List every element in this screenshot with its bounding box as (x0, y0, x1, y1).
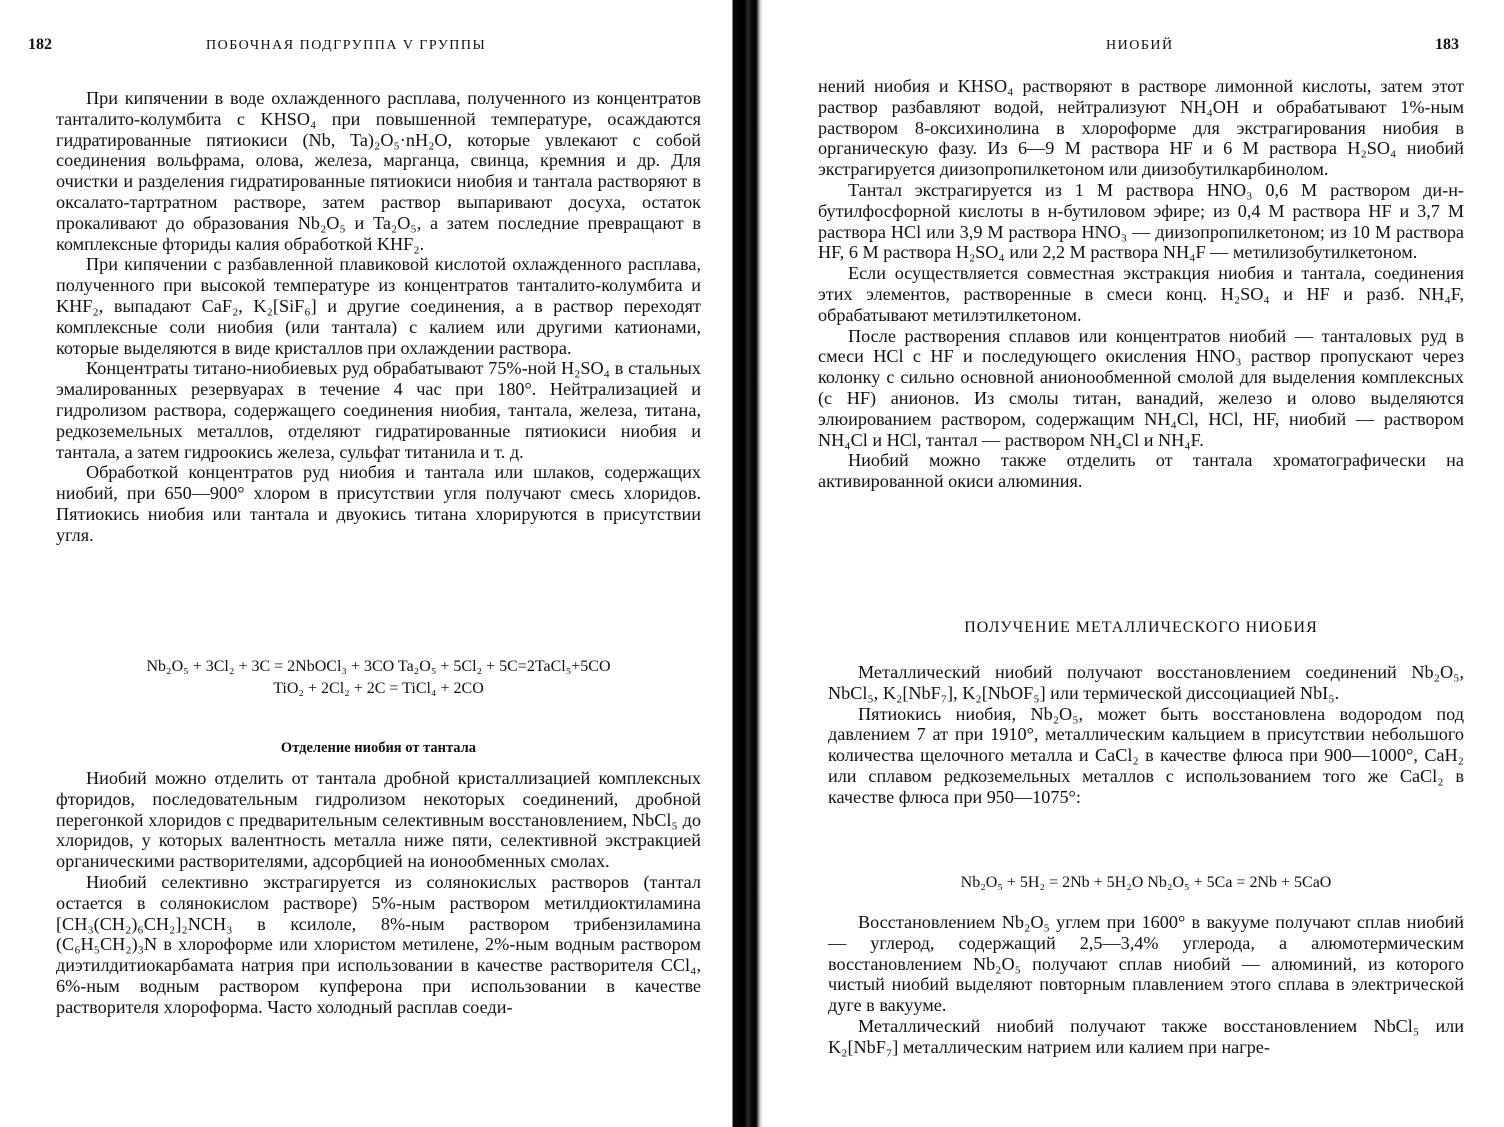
section-heading: ПОЛУЧЕНИЕ МЕТАЛЛИЧЕСКОГО НИОБИЯ (964, 619, 1318, 636)
paragraph: Тантал экстрагируется из 1 M раствора HNO₃ 0,6 M раствором ди-н-бутилфосфорной кислоты в н-бутиловом эфире; из 0,4 M раствора HF и 3,7 M раствора HCl или 3,9 M раствора HNO₃ — диизопропилкетоном; из 10 M раствора HF, 6 M раствора H₂SO₄ или 2,2 M раствора NH₄F — метилизобутилкетоном. (818, 179, 1464, 263)
left-page-number: 182 (28, 36, 52, 53)
paragraph: Концентраты титано-ниобиевых руд обрабатывают 75%-ной H₂SO₄ в стальных эмалированных резервуарах в течение 4 час при 180°. Нейтрализацией и гидролизом раствора, содержащего соединения ниобия, тантала, железа, титана, редкоземельных металлов, отделяют гидратированные пятиокиси ниобия и тантала, а затем гидроокись железа, сульфат титанила и т. д. (56, 358, 701, 462)
left-equations (56, 656, 701, 700)
paragraph: Пятиокись ниобия, Nb₂O₅, может быть восстановлена водородом под давлением 7 ат при 1910°, металлическим кальцием в присутствии небольшого количества щелочного металла и CaCl₂ в качестве флюса при 900—1000°, CaH₂ или сплавом редкоземельных металлов с использованием того же CaCl₂ в качестве флюса при 950—1075°: (828, 703, 1464, 807)
left-body-block-2 (56, 768, 701, 1018)
right-page (770, 0, 1504, 1127)
left-page (0, 0, 730, 1127)
paragraph: Если осуществляется совместная экстракция ниобия и тантала, соединения этих элементов, растворенные в смеси конц. H₂SO₄ и HF и разб. NH₄F, обрабатывают метилэтилкетоном. (818, 263, 1464, 325)
paragraph: При кипячении в воде охлажденного расплава, полученного из концентратов танталито-колумбита с KHSO₄ при повышенной температуре, осаждаются гидратированные пятиокиси (Nb, Ta)₂O₅·nH₂O, которые увлекают с собой соединения вольфрама, олова, железа, марганца, свинца, кремния и др. Для очистки и разделения гидратированные пятиокиси ниобия и тантала растворяют в оксалато-тартратном растворе, затем раствор выпаривают досуха, остаток прокаливают до образования Nb₂O₅ и Ta₂O₅, а затем последние превращают в комплексные фториды калия обработкой KHF₂. (56, 88, 701, 254)
paragraph: нений ниобия и KHSO₄ растворяют в растворе лимонной кислоты, затем этот раствор разбавляют водой, нейтрализуют NH₄OH и обрабатывают 1%-ным раствором 8-оксихинолина в хлороформе для экстрагирования ниобия в органическую фазу. Из 6—9 M раствора HF и 6 M раствора H₂SO₄ ниобий экстрагируется диизопропилкетоном или диизобутилкарбинолом. (818, 76, 1464, 180)
subheading: Отделение ниобия от тантала (280, 740, 477, 756)
paragraph: Ниобий можно также отделить от тантала хроматографически на активированной окиси алюминия. (818, 450, 1464, 492)
right-body-block-1 (818, 76, 1464, 492)
right-body-block-3 (828, 912, 1464, 1058)
right-body-block-2 (828, 662, 1464, 808)
equation: TiO₂ + 2Cl₂ + 2C = TiCl₄ + 2CO (273, 680, 484, 697)
paragraph: Ниобий селективно экстрагируется из солянокислых растворов (тантал остается в солянокислом растворе) 5%-ным раствором метилдиоктиламина [CH₃(CH₂)₆CH₂]₂NCH₃ в ксилоле, 8%-ным раствором трибензиламина (C₆H₅CH₂)₃N в хлороформе или хлористом метилене, 2%-ным водным раствором диэтилдитиокарбамата натрия при использовании в качестве растворителя CCl₄, 6%-ным водным раствором купферона при использовании в качестве растворителя хлороформа. Часто холодный расплав соеди- (56, 871, 701, 1017)
equation: Nb₂O₅ + 3Cl₂ + 3C = 2NbOCl₃ + 3CO Ta₂O₅ + 5Cl₂ + 5C=2TaCl₅+5CO (146, 658, 611, 675)
left-running-head: ПОБОЧНАЯ ПОДГРУППА V ГРУППЫ (206, 38, 487, 53)
right-running-head: НИОБИЙ (1106, 38, 1174, 53)
paragraph: Обработкой концентратов руд ниобия и тантала или шлаков, содержащих ниобий, при 650—900° хлором в присутствии угля получают смесь хлоридов. Пятиокись ниобия или тантала и двуокись титана хлорируются в присутствии угля. (56, 462, 701, 545)
paragraph: Ниобий можно отделить от тантала дробной кристаллизацией комплексных фторидов, последовательным гидролизом некоторых соединений, дробной перегонкой хлоридов с предварительным селективным восстановлением, NbCl₅ до хлоридов, у которых валентность металла ниже пяти, селективной экстракцией органическими растворителями, адсорбцией на ионообменных смолах. (56, 768, 701, 872)
paragraph: После растворения сплавов или концентратов ниобий — танталовых руд в смеси HCl с HF и последующего окисления HNO₃ раствор пропускают через колонку с сильно основной анионообменной смолой для выделения комплексных (с HF) анионов. Из смолы титан, ванадий, железо и олово выделяются элюированием раствором, содержащим NH₄Cl, HCl, HF, ниобий — раствором NH₄Cl и HCl, тантал — раствором NH₄Cl и NH₄F. (818, 325, 1464, 450)
paragraph: Восстановлением Nb₂O₅ углем при 1600° в вакууме получают сплав ниобий — углерод, содержащий 2,5—3,4% углерода, а алюмотермическим восстановлением Nb₂O₅ получают сплав ниобий — алюминий, из которого чистый ниобий выделяют повторным плавлением этого сплава в электрической дуге в вакууме. (828, 912, 1464, 1016)
right-equation: Nb₂O₅ + 5H₂ = 2Nb + 5H₂O Nb₂O₅ + 5Ca = 2Nb + 5CaO (960, 874, 1332, 891)
paragraph: Металлический ниобий получают также восстановлением NbCl₅ или K₂[NbF₇] металлическим натрием или калием при нагре- (828, 1015, 1464, 1057)
right-page-number: 183 (1435, 36, 1459, 53)
paragraph: Металлический ниобий получают восстановлением соединений Nb₂O₅, NbCl₅, K₂[NbF₇], K₂[NbOF₅] или термической диссоциацией NbI₅. (828, 662, 1464, 703)
left-body-block-1 (56, 88, 701, 546)
paragraph: При кипячении с разбавленной плавиковой кислотой охлажденного расплава, полученного при высокой температуре из концентратов танталито-колумбита и KHF₂, выпадают CaF₂, K₂[SiF₆] и другие соединения, а в раствор переходят комплексные соли ниобия (или тантала) с калием или другими катионами, которые выделяются в виде кристаллов при охлаждении раствора. (56, 254, 701, 358)
book-spine-shadow (730, 0, 770, 1127)
